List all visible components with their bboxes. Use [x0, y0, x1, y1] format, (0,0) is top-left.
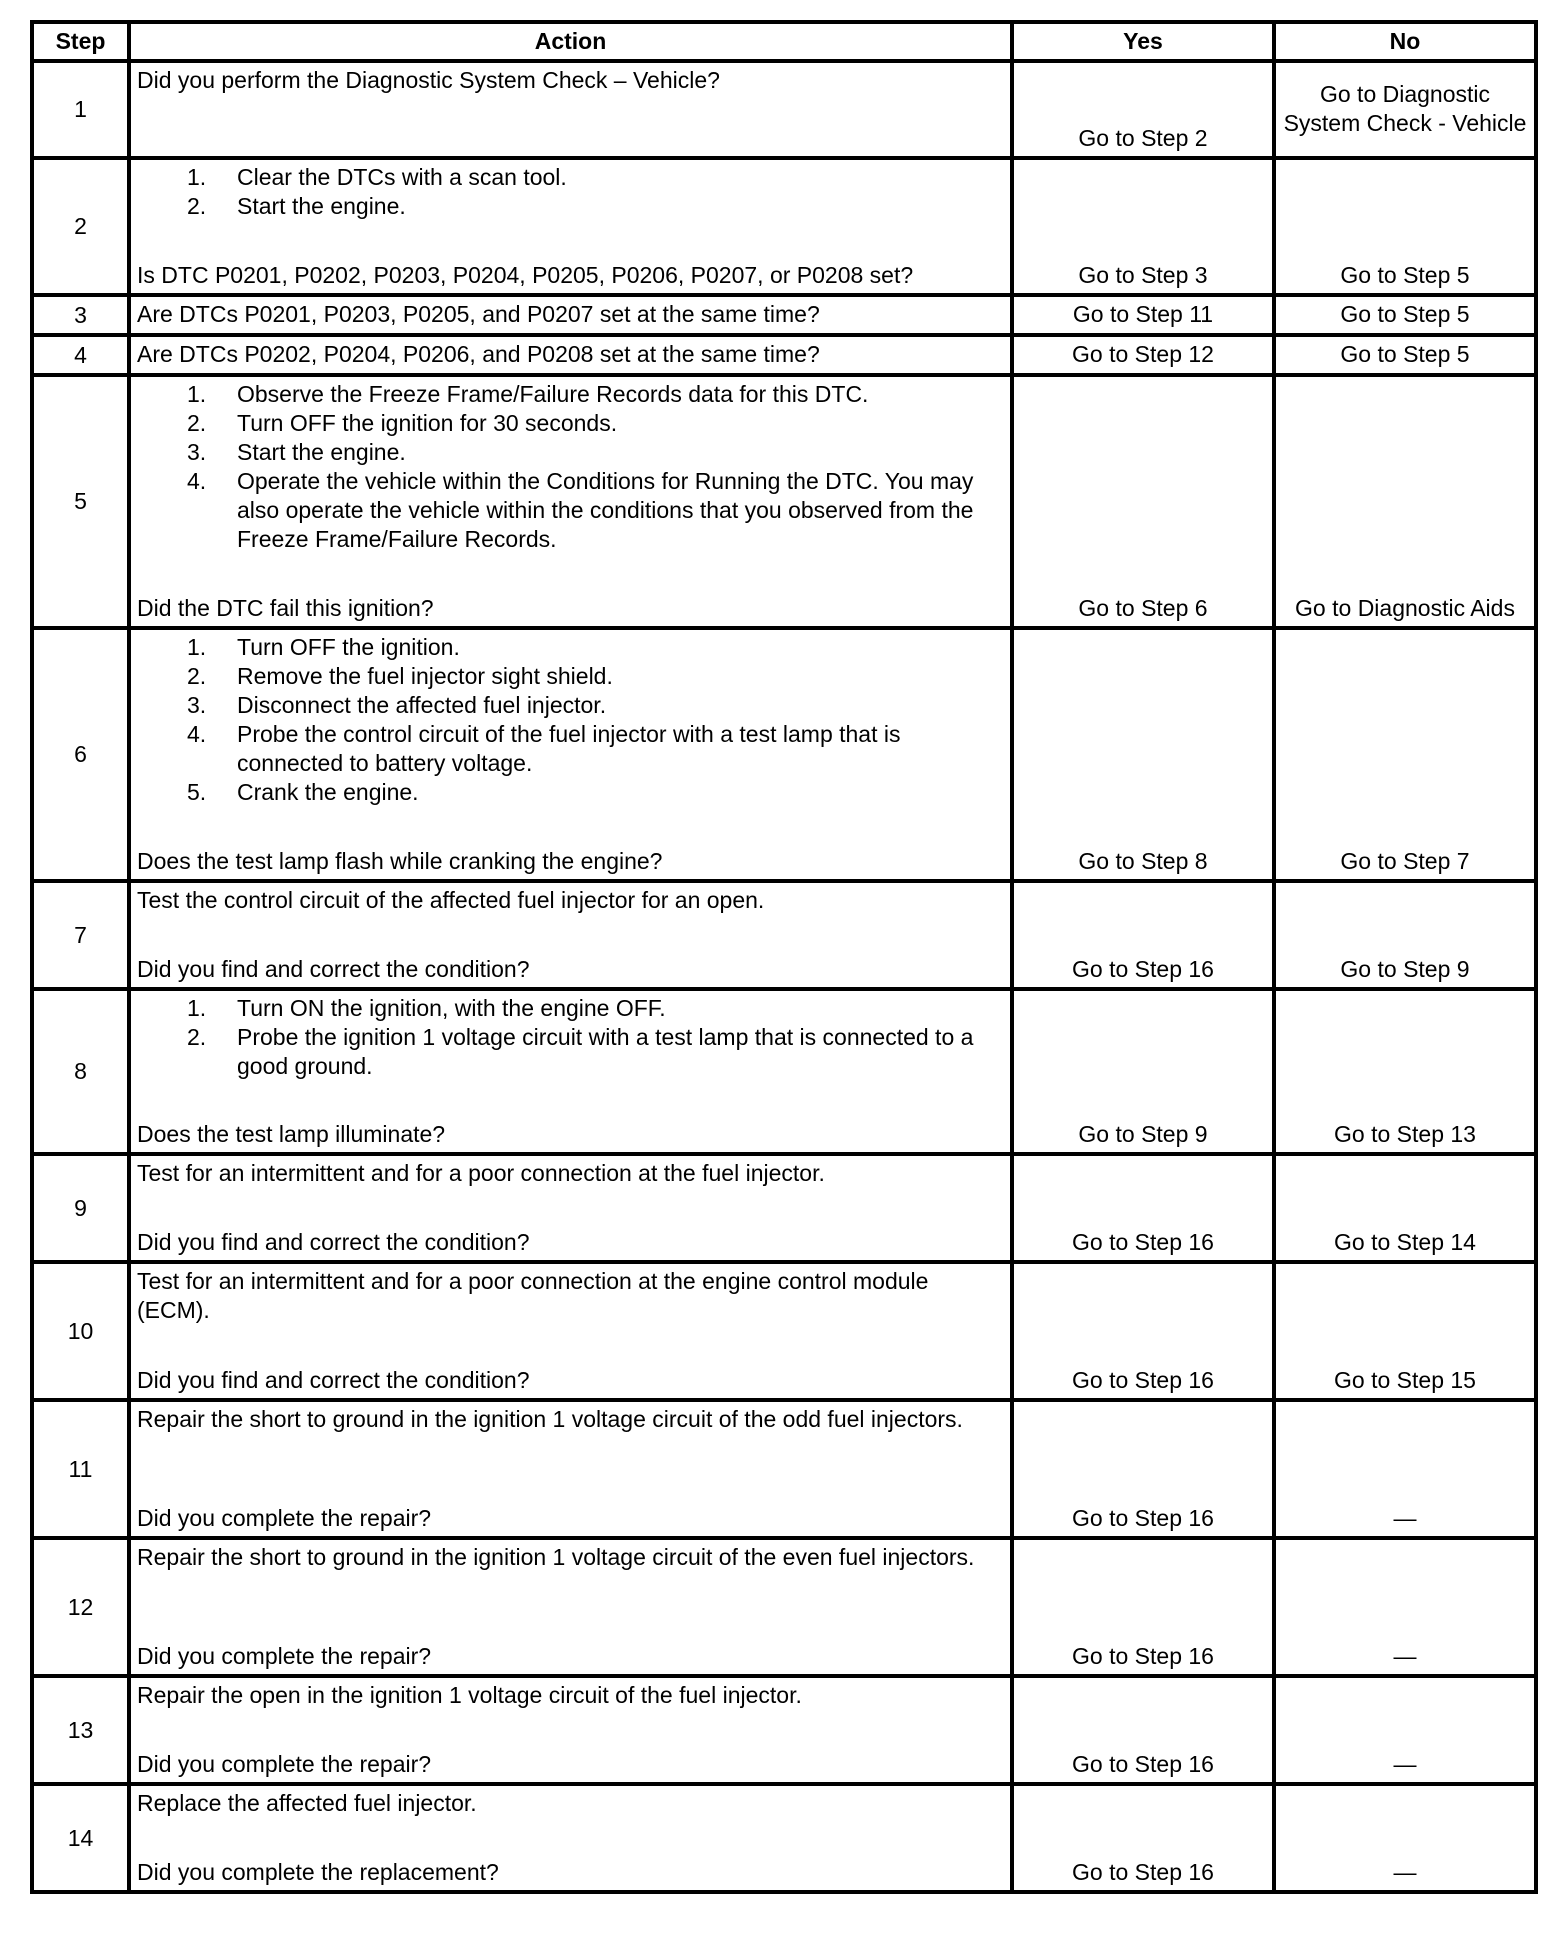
- list-item: [137, 778, 1002, 807]
- yes-outcome: Go to Step 3: [1012, 158, 1274, 295]
- no-outcome: —: [1274, 1400, 1536, 1538]
- action-question: Did you find and correct the condition?: [137, 1229, 530, 1255]
- table-body: [32, 61, 1536, 1892]
- list-item: [137, 409, 1002, 438]
- list-item-number: 5.: [187, 779, 207, 805]
- yes-outcome: Go to Step 8: [1012, 628, 1274, 881]
- list-item: [137, 192, 1002, 221]
- action-steps-list: [137, 380, 1002, 554]
- list-item: [137, 467, 1002, 554]
- list-item-text: Operate the vehicle within the Conditions for Running the DTC. You may also operate the vehicle within the conditions that you observed from the Freeze Frame/Failure Records.: [237, 468, 974, 552]
- action-question: Did you complete the repair?: [137, 1751, 432, 1777]
- action-question: Does the test lamp illuminate?: [137, 1121, 446, 1147]
- action-cell: [129, 881, 1012, 989]
- table-row: [32, 295, 1536, 335]
- action-cell: [129, 1154, 1012, 1262]
- action-cell: [129, 1400, 1012, 1538]
- list-item-number: 2.: [187, 1024, 207, 1050]
- list-item-number: 1.: [187, 995, 207, 1021]
- yes-outcome: Go to Step 16: [1012, 1676, 1274, 1784]
- header-no: No: [1274, 22, 1536, 61]
- no-outcome: Go to Diagnostic System Check - Vehicle: [1274, 61, 1536, 158]
- action-steps-list: [137, 994, 1002, 1081]
- action-content: [137, 1543, 1002, 1671]
- table-row: [32, 375, 1536, 628]
- action-content: [137, 994, 1002, 1149]
- action-instructions: [137, 994, 1002, 1081]
- action-content: [137, 1681, 1002, 1779]
- action-text: Test for an intermittent and for a poor connection at the fuel injector.: [137, 1160, 825, 1186]
- yes-outcome: Go to Step 16: [1012, 881, 1274, 989]
- action-content: [137, 163, 1002, 290]
- table-row: [32, 61, 1536, 158]
- action-content: [137, 66, 1002, 153]
- step-number: 7: [32, 881, 129, 989]
- list-item-number: 2.: [187, 410, 207, 436]
- action-instructions: [137, 1159, 1002, 1188]
- table-row: [32, 881, 1536, 989]
- action-cell: [129, 989, 1012, 1154]
- table-row: [32, 1400, 1536, 1538]
- action-instructions: [137, 1543, 1002, 1572]
- header-step: Step: [32, 22, 129, 61]
- no-outcome: Go to Step 13: [1274, 989, 1536, 1154]
- action-instructions: [137, 1405, 1002, 1434]
- list-item-text: Disconnect the affected fuel injector.: [237, 692, 607, 718]
- step-number: 2: [32, 158, 129, 295]
- action-text: Test the control circuit of the affected fuel injector for an open.: [137, 887, 765, 913]
- yes-outcome: Go to Step 12: [1012, 335, 1274, 375]
- list-item-number: 2.: [187, 663, 207, 689]
- action-instructions: [137, 66, 1002, 95]
- header-action: Action: [129, 22, 1012, 61]
- action-instructions: [137, 380, 1002, 554]
- action-instructions: [137, 1681, 1002, 1710]
- action-content: [137, 380, 1002, 623]
- step-number: 8: [32, 989, 129, 1154]
- action-steps-list: [137, 633, 1002, 807]
- yes-outcome: Go to Step 6: [1012, 375, 1274, 628]
- list-item-text: Remove the fuel injector sight shield.: [237, 663, 613, 689]
- list-item: [137, 438, 1002, 467]
- no-outcome: Go to Step 5: [1274, 295, 1536, 335]
- yes-outcome: Go to Step 2: [1012, 61, 1274, 158]
- action-question: Did you complete the repair?: [137, 1643, 432, 1669]
- list-item-number: 3.: [187, 692, 207, 718]
- action-cell: [129, 1538, 1012, 1676]
- list-item-text: Probe the ignition 1 voltage circuit with a test lamp that is connected to a good ground.: [237, 1024, 974, 1079]
- list-item-text: Crank the engine.: [237, 779, 419, 805]
- step-number: 4: [32, 335, 129, 375]
- action-content: [137, 1789, 1002, 1887]
- list-item: [137, 1023, 1002, 1081]
- no-outcome: Go to Step 5: [1274, 158, 1536, 295]
- action-question: Does the test lamp flash while cranking the engine?: [137, 848, 663, 874]
- step-number: 6: [32, 628, 129, 881]
- action-steps-list: [137, 163, 1002, 221]
- no-outcome: —: [1274, 1676, 1536, 1784]
- no-outcome: Go to Diagnostic Aids: [1274, 375, 1536, 628]
- step-number: 11: [32, 1400, 129, 1538]
- list-item-number: 4.: [187, 468, 207, 494]
- action-instructions: [137, 300, 1002, 329]
- list-item: [137, 380, 1002, 409]
- action-cell: [129, 1262, 1012, 1400]
- list-item-text: Clear the DTCs with a scan tool.: [237, 164, 567, 190]
- action-instructions: [137, 340, 1002, 369]
- action-cell: [129, 335, 1012, 375]
- yes-outcome: Go to Step 16: [1012, 1262, 1274, 1400]
- yes-outcome: Go to Step 16: [1012, 1400, 1274, 1538]
- list-item: [137, 691, 1002, 720]
- step-number: 5: [32, 375, 129, 628]
- step-number: 10: [32, 1262, 129, 1400]
- table-row: [32, 989, 1536, 1154]
- action-content: [137, 1159, 1002, 1257]
- action-question: Did you find and correct the condition?: [137, 956, 530, 982]
- action-content: [137, 340, 1002, 370]
- action-content: [137, 633, 1002, 876]
- action-instructions: [137, 1267, 1002, 1325]
- action-question: Did you complete the repair?: [137, 1505, 432, 1531]
- header-yes: Yes: [1012, 22, 1274, 61]
- list-item: [137, 720, 1002, 778]
- step-number: 13: [32, 1676, 129, 1784]
- table-row: [32, 1784, 1536, 1892]
- list-item-number: 3.: [187, 439, 207, 465]
- list-item-number: 1.: [187, 381, 207, 407]
- action-content: [137, 1267, 1002, 1395]
- list-item: [137, 994, 1002, 1023]
- step-number: 12: [32, 1538, 129, 1676]
- action-cell: [129, 61, 1012, 158]
- list-item: [137, 633, 1002, 662]
- action-text: Test for an intermittent and for a poor connection at the engine control module (ECM).: [137, 1268, 929, 1323]
- list-item-text: Turn OFF the ignition for 30 seconds.: [237, 410, 618, 436]
- list-item-number: 2.: [187, 193, 207, 219]
- no-outcome: Go to Step 7: [1274, 628, 1536, 881]
- no-outcome: Go to Step 9: [1274, 881, 1536, 989]
- action-cell: [129, 1676, 1012, 1784]
- list-item-text: Start the engine.: [237, 439, 406, 465]
- action-cell: [129, 158, 1012, 295]
- step-number: 1: [32, 61, 129, 158]
- action-content: [137, 300, 1002, 330]
- action-question: Did the DTC fail this ignition?: [137, 595, 434, 621]
- list-item: [137, 662, 1002, 691]
- action-content: [137, 1405, 1002, 1533]
- list-item-text: Turn ON the ignition, with the engine OFF.: [237, 995, 666, 1021]
- action-text: Are DTCs P0202, P0204, P0206, and P0208 set at the same time?: [137, 341, 820, 367]
- action-text: Replace the affected fuel injector.: [137, 1790, 477, 1816]
- list-item: [137, 163, 1002, 192]
- action-text: Repair the short to ground in the ignition 1 voltage circuit of the odd fuel injectors.: [137, 1406, 963, 1432]
- action-instructions: [137, 633, 1002, 807]
- table-row: [32, 1262, 1536, 1400]
- action-cell: [129, 628, 1012, 881]
- action-content: [137, 886, 1002, 984]
- action-instructions: [137, 886, 1002, 915]
- header-row: [32, 22, 1536, 61]
- list-item-number: 1.: [187, 634, 207, 660]
- yes-outcome: Go to Step 9: [1012, 989, 1274, 1154]
- step-number: 3: [32, 295, 129, 335]
- yes-outcome: Go to Step 11: [1012, 295, 1274, 335]
- no-outcome: Go to Step 5: [1274, 335, 1536, 375]
- action-text: Did you perform the Diagnostic System Check – Vehicle?: [137, 67, 720, 93]
- list-item-number: 1.: [187, 164, 207, 190]
- action-text: Repair the short to ground in the ignition 1 voltage circuit of the even fuel injectors.: [137, 1544, 975, 1570]
- table-row: [32, 1154, 1536, 1262]
- yes-outcome: Go to Step 16: [1012, 1538, 1274, 1676]
- list-item-text: Start the engine.: [237, 193, 406, 219]
- table-row: [32, 1538, 1536, 1676]
- list-item-text: Turn OFF the ignition.: [237, 634, 460, 660]
- step-number: 9: [32, 1154, 129, 1262]
- yes-outcome: Go to Step 16: [1012, 1784, 1274, 1892]
- action-text: Are DTCs P0201, P0203, P0205, and P0207 set at the same time?: [137, 301, 820, 327]
- diagnostic-table: [30, 20, 1538, 1894]
- action-cell: [129, 1784, 1012, 1892]
- list-item-text: Probe the control circuit of the fuel injector with a test lamp that is connected to battery voltage.: [237, 721, 901, 776]
- action-cell: [129, 295, 1012, 335]
- list-item-number: 4.: [187, 721, 207, 747]
- table-row: [32, 158, 1536, 295]
- no-outcome: —: [1274, 1784, 1536, 1892]
- no-outcome: —: [1274, 1538, 1536, 1676]
- action-question: Did you find and correct the condition?: [137, 1367, 530, 1393]
- yes-outcome: Go to Step 16: [1012, 1154, 1274, 1262]
- no-outcome: Go to Step 15: [1274, 1262, 1536, 1400]
- table-row: [32, 335, 1536, 375]
- action-question: Did you complete the replacement?: [137, 1859, 499, 1885]
- action-question: Is DTC P0201, P0202, P0203, P0204, P0205, P0206, P0207, or P0208 set?: [137, 262, 914, 288]
- table-row: [32, 1676, 1536, 1784]
- no-outcome: Go to Step 14: [1274, 1154, 1536, 1262]
- list-item-text: Observe the Freeze Frame/Failure Records data for this DTC.: [237, 381, 869, 407]
- action-text: Repair the open in the ignition 1 voltage circuit of the fuel injector.: [137, 1682, 802, 1708]
- table-row: [32, 628, 1536, 881]
- step-number: 14: [32, 1784, 129, 1892]
- action-cell: [129, 375, 1012, 628]
- action-instructions: [137, 1789, 1002, 1818]
- action-instructions: [137, 163, 1002, 221]
